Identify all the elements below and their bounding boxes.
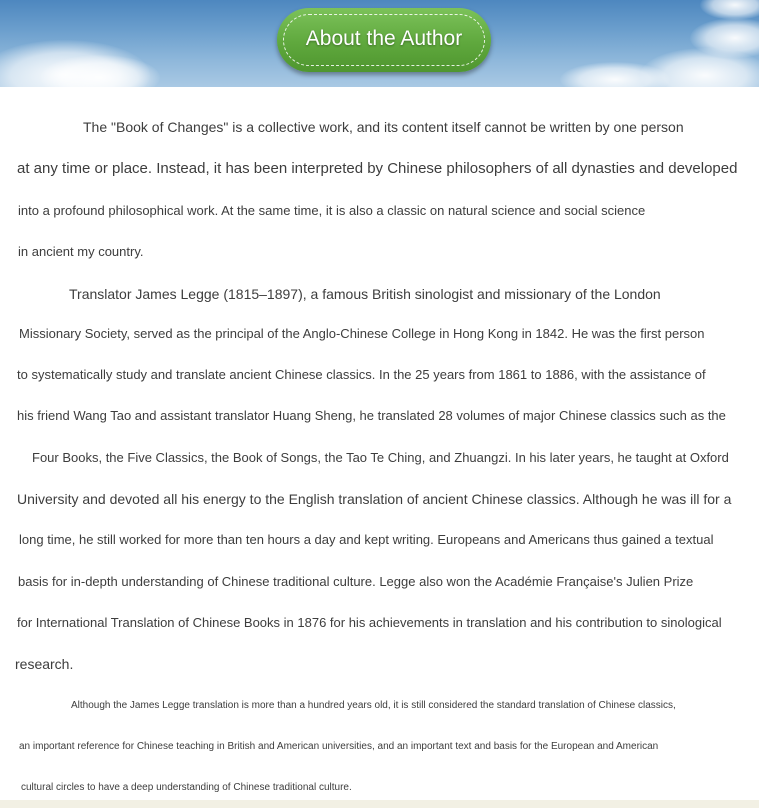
paragraph-2-line: long time, he still worked for more than ten hours a day and kept writing. Europeans and Americans thus gained a textual: [19, 532, 714, 547]
paragraph-2-line: University and devoted all his energy to the English translation of ancient Chinese classics. Although he was ill for a: [17, 491, 732, 507]
title-badge: [277, 8, 491, 72]
paragraph-1-line: The "Book of Changes" is a collective work, and its content itself cannot be written by one person: [83, 119, 684, 135]
paragraph-3-line: Although the James Legge translation is more than a hundred years old, it is still considered the standard translation of Chinese classics,: [71, 700, 676, 711]
bottom-border: [0, 800, 759, 808]
paragraph-1-line: at any time or place. Instead, it has been interpreted by Chinese philosophers of all dynasties and developed: [17, 160, 738, 177]
paragraph-2-line: Translator James Legge (1815–1897), a famous British sinologist and missionary of the London: [69, 286, 661, 302]
paragraph-2-line: his friend Wang Tao and assistant translator Huang Sheng, he translated 28 volumes of major Chinese classics such as the: [17, 408, 726, 423]
paragraph-3-line: an important reference for Chinese teaching in British and American universities, and an important text and basis for the European and American: [19, 741, 659, 752]
paragraph-2-line: Four Books, the Five Classics, the Book of Songs, the Tao Te Ching, and Zhuangzi. In his later years, he taught at Oxford: [32, 450, 729, 465]
paragraph-2-line: for International Translation of Chinese Books in 1876 for his achievements in translation and his contribution to sinological: [17, 615, 722, 630]
paragraph-2-line: basis for in-depth understanding of Chinese traditional culture. Legge also won the Académie Française's Julien Prize: [18, 574, 694, 589]
paragraph-2-line: research.: [15, 656, 74, 672]
paragraph-3-line: cultural circles to have a deep understanding of Chinese traditional culture.: [21, 782, 352, 793]
header-banner: [0, 0, 759, 87]
paragraph-2-line: to systematically study and translate ancient Chinese classics. In the 25 years from 1861 to 1886, with the assistance of: [17, 367, 706, 382]
paragraph-1-line: in ancient my country.: [18, 244, 144, 259]
cloud-decoration: [700, 0, 759, 20]
paragraph-1-line: into a profound philosophical work. At the same time, it is also a classic on natural science and social science: [18, 203, 646, 218]
page-title: About the Author: [305, 27, 463, 50]
paragraph-2-line: Missionary Society, served as the principal of the Anglo-Chinese College in Hong Kong in 1842. He was the first person: [19, 326, 705, 341]
